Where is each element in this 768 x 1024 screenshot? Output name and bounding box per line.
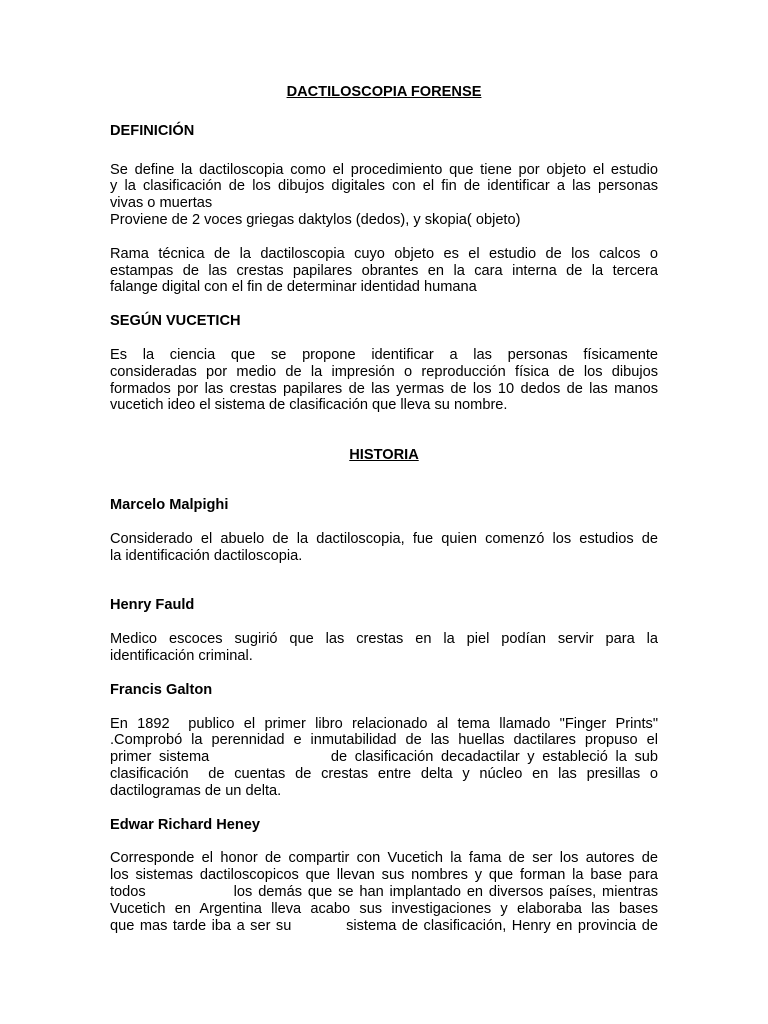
text-line: Vucetich en Argentina lleva acabo sus investigaciones y elaboraba las bases [110,900,658,917]
text-line: identificación criminal. [110,647,253,664]
text-line: clasificación de cuentas de crestas entre delta y núcleo en las presillas o [110,765,658,782]
text-line: Es la ciencia que se propone identificar a las personas físicamente [110,346,658,363]
paragraph-galton [110,716,658,800]
text-line: consideradas por medio de la impresión o reproducción física de los dibujos [110,363,658,380]
text-line: Considerado el abuelo de la dactiloscopia, fue quien comenzó los estudios de [110,530,658,547]
text-line: vivas o muertas [110,195,213,212]
text-line: los sistemas dactiloscopicos que llevan sus nombres y que forman la base para [110,867,658,884]
section-heading-definicion: DEFINICIÓN [110,122,195,139]
text-line: Medico escoces sugirió que las crestas en la piel podían servir para la [110,631,658,648]
text-line: y la clasificación de los dibujos digitales con el fin de identificar a las personas [110,178,658,195]
section-heading-malpighi: Marcelo Malpighi [110,496,229,513]
text-line: primer sistema de clasificación decadactilar y estableció la sub [110,749,658,766]
section-heading-galton: Francis Galton [110,681,213,698]
text-line: Proviene de 2 voces griegas daktylos (dedos), y skopia( objeto) [110,211,521,228]
paragraph-fauld [110,631,658,665]
document-title: DACTILOSCOPIA FORENSE [286,84,482,100]
paragraph-definicion-2 [110,246,658,296]
text-line: que mas tarde iba a ser su sistema de clasificación, Henry en provincia de [110,917,658,934]
text-line: Corresponde el honor de compartir con Vucetich la fama de ser los autores de [110,850,658,867]
section-heading-heney: Edwar Richard Heney [110,816,261,833]
text-line: .Comprobó la perennidad e inmutabilidad de las huellas dactilares propuso el [110,732,658,749]
document-page [110,84,658,934]
paragraph-definicion-1 [110,162,658,229]
text-line: falange digital con el fin de determinar identidad humana [110,279,477,296]
paragraph-heney [110,850,658,934]
text-line: Se define la dactiloscopia como el procedimiento que tiene por objeto el estudio [110,161,658,178]
paragraph-malpighi [110,531,658,565]
text-line: formados por las crestas papilares de las yermas de los 10 dedos de las manos [110,380,658,397]
text-line: dactilogramas de un delta. [110,782,282,799]
section-title-historia: HISTORIA [349,447,419,464]
text-line: vucetich ideo el sistema de clasificación que lleva su nombre. [110,397,508,414]
text-line: la identificación dactiloscopia. [110,547,303,564]
text-line: estampas de las crestas papilares obrantes en la cara interna de la tercera [110,262,658,279]
text-line: todos los demás que se han implantado en diversos países, mientras [110,883,658,900]
text-line: En 1892 publico el primer libro relacionado al tema llamado "Finger Prints" [110,715,658,732]
section-heading-vucetich: SEGÚN VUCETICH [110,313,241,330]
section-heading-fauld: Henry Fauld [110,597,195,614]
paragraph-vucetich [110,347,658,414]
text-line: Rama técnica de la dactiloscopia cuyo objeto es el estudio de los calcos o [110,245,658,262]
